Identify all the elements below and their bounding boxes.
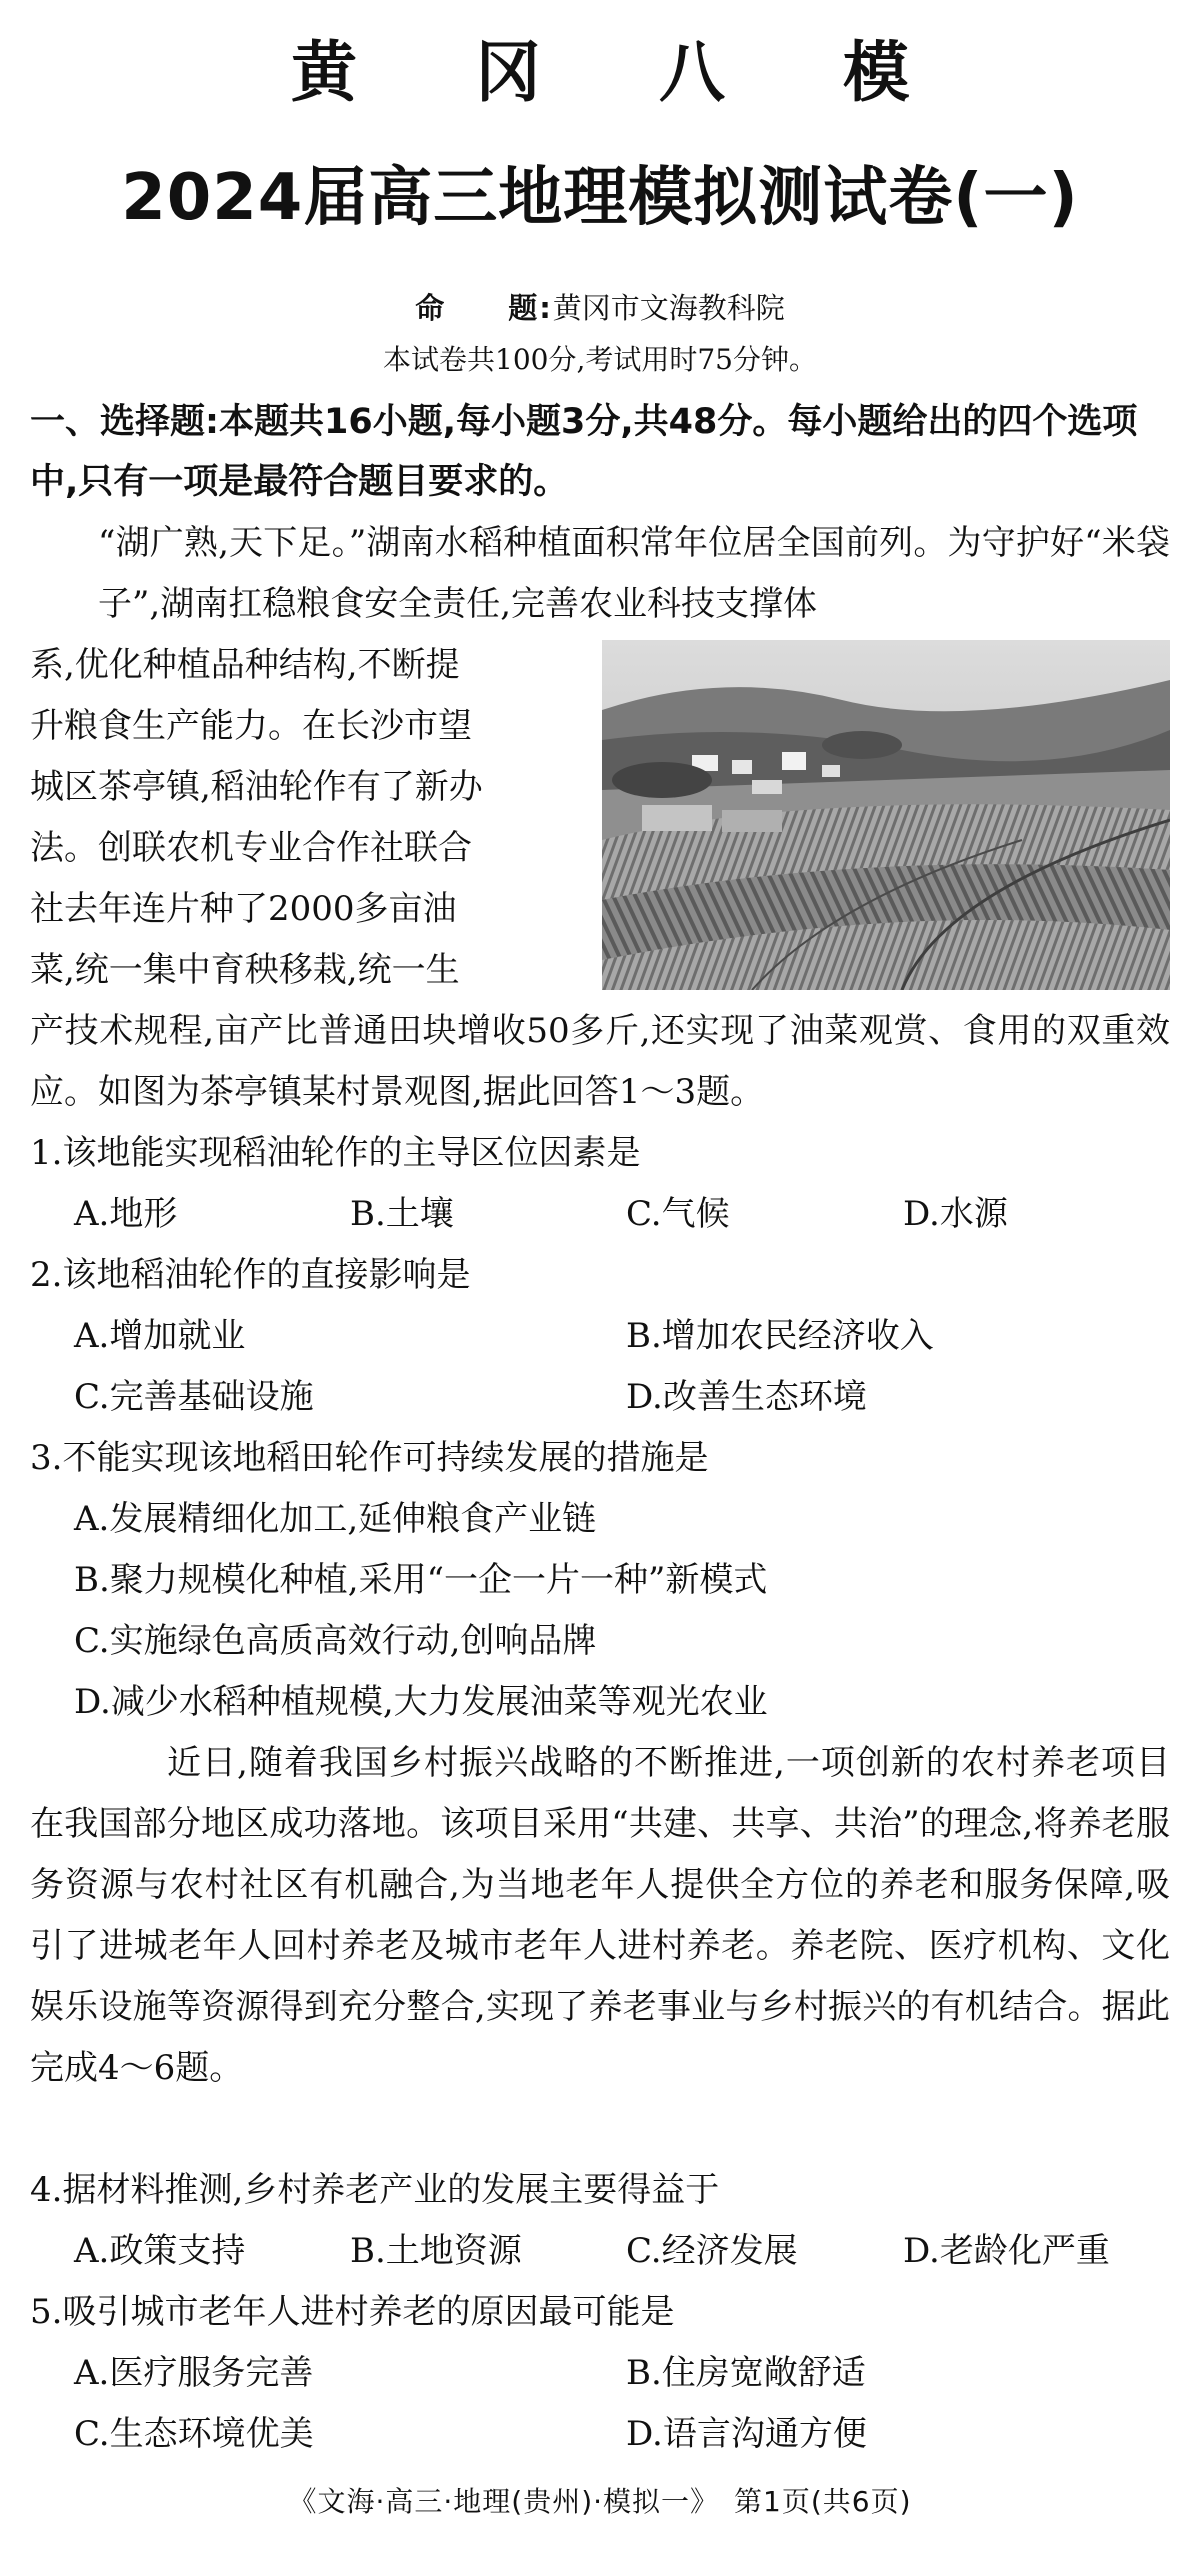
question-3-option-d: D.减少水稻种植规模,大力发展油菜等观光农业 bbox=[74, 1682, 768, 1722]
question-3-option-c: C.实施绿色高质高效行动,创响品牌 bbox=[74, 1621, 597, 1661]
question-1-option-a: A.地形 bbox=[74, 1194, 178, 1234]
material2-body: 近日,随着我国乡村振兴战略的不断推进,一项创新的农村养老项目在我国部分地区成功落地。该项目采用“共建、共享、共治”的理念,将养老服务资源与农村社区有机融合,为当地老年人提供全方位的养老和服务保障,吸引了进城老年人回村养老及城市老年人进村养老。养老院、医疗机构、文化娱乐设施等资源得到充分整合,实现了养老事业与乡村振兴的有机结合。据此完成4～6题。 bbox=[30, 1743, 1170, 2088]
landscape-image-icon bbox=[602, 640, 1170, 990]
section-heading: 一、选择题:本题共16小题,每小题3分,共48分。每小题给出的四个选项中,只有一项是最符合题目要求的。 bbox=[30, 402, 1138, 502]
material1-line1: “湖广熟,天下足。”湖南水稻种植面积常年位居全国前列。为守护好“米袋子”,湖南扛稳粮食安全责任,完善农业科技支撑体 bbox=[98, 523, 1170, 624]
author-value: 黄冈市文海教科院 bbox=[552, 291, 785, 325]
exam-title: 2024届高三地理模拟测试卷(一) bbox=[121, 161, 1079, 235]
question-4-option-c: C.经济发展 bbox=[626, 2231, 798, 2271]
question-3-option-b: B.聚力规模化种植,采用“一企一片一种”新模式 bbox=[74, 1560, 768, 1600]
material1-after: 产技术规程,亩产比普通田块增收50多斤,还实现了油菜观赏、食用的双重效应。如图为茶亭镇某村景观图,据此回答1～3题。 bbox=[30, 1011, 1170, 1112]
page-footer: 《文海·高三·地理(贵州)·模拟一》 第1页(共6页) bbox=[288, 2485, 912, 2518]
question-1-option-d: D.水源 bbox=[903, 1194, 1008, 1234]
question-4-stem: 4.据材料推测,乡村养老产业的发展主要得益于 bbox=[30, 2170, 720, 2210]
question-3-stem: 3.不能实现该地稻田轮作可持续发展的措施是 bbox=[30, 1438, 709, 1478]
author-label: 命 题: bbox=[415, 291, 553, 325]
wrap-line: 城区茶亭镇,稻油轮作有了新办 bbox=[30, 767, 483, 807]
question-2-option-a: A.增加就业 bbox=[74, 1316, 246, 1356]
question-5-option-d: D.语言沟通方便 bbox=[626, 2414, 867, 2454]
question-2-stem: 2.该地稻油轮作的直接影响是 bbox=[30, 1255, 471, 1295]
material2-text bbox=[30, 1733, 1170, 2099]
question-1-option-b: B.土壤 bbox=[350, 1194, 454, 1234]
question-5-option-a: A.医疗服务完善 bbox=[74, 2353, 314, 2393]
question-3-option-a: A.发展精细化加工,延伸粮食产业链 bbox=[74, 1499, 597, 1539]
question-5-option-b: B.住房宽敞舒适 bbox=[626, 2353, 866, 2393]
exam-note: 本试卷共100分,考试用时75分钟。 bbox=[383, 343, 817, 376]
question-1-stem: 1.该地能实现稻油轮作的主导区位因素是 bbox=[30, 1133, 641, 1173]
wrap-line: 升粮食生产能力。在长沙市望 bbox=[30, 706, 472, 746]
question-4-option-a: A.政策支持 bbox=[74, 2231, 246, 2271]
question-4-option-b: B.土地资源 bbox=[350, 2231, 522, 2271]
question-2-option-b: B.增加农民经济收入 bbox=[626, 1316, 934, 1356]
question-5-option-c: C.生态环境优美 bbox=[74, 2414, 314, 2454]
author-line bbox=[0, 288, 1200, 328]
wrap-line: 菜,统一集中育秧移栽,统一生 bbox=[30, 950, 460, 990]
village-landscape-photo bbox=[602, 640, 1170, 990]
question-2-option-c: C.完善基础设施 bbox=[74, 1377, 314, 1417]
wrap-line: 系,优化种植品种结构,不断提 bbox=[30, 645, 460, 685]
wrap-line: 法。创联农机专业合作社联合 bbox=[30, 828, 472, 868]
material1-intro bbox=[30, 513, 1170, 635]
question-2-option-d: D.改善生态环境 bbox=[626, 1377, 867, 1417]
question-4-option-d: D.老龄化严重 bbox=[903, 2231, 1110, 2271]
question-5-stem: 5.吸引城市老年人进村养老的原因最可能是 bbox=[30, 2292, 675, 2332]
series-title: 黄冈八模 bbox=[291, 34, 1027, 111]
material1-wrapped bbox=[30, 635, 590, 1001]
question-1-option-c: C.气候 bbox=[626, 1194, 730, 1234]
wrap-line: 社去年连片种了2000多亩油 bbox=[30, 889, 457, 929]
